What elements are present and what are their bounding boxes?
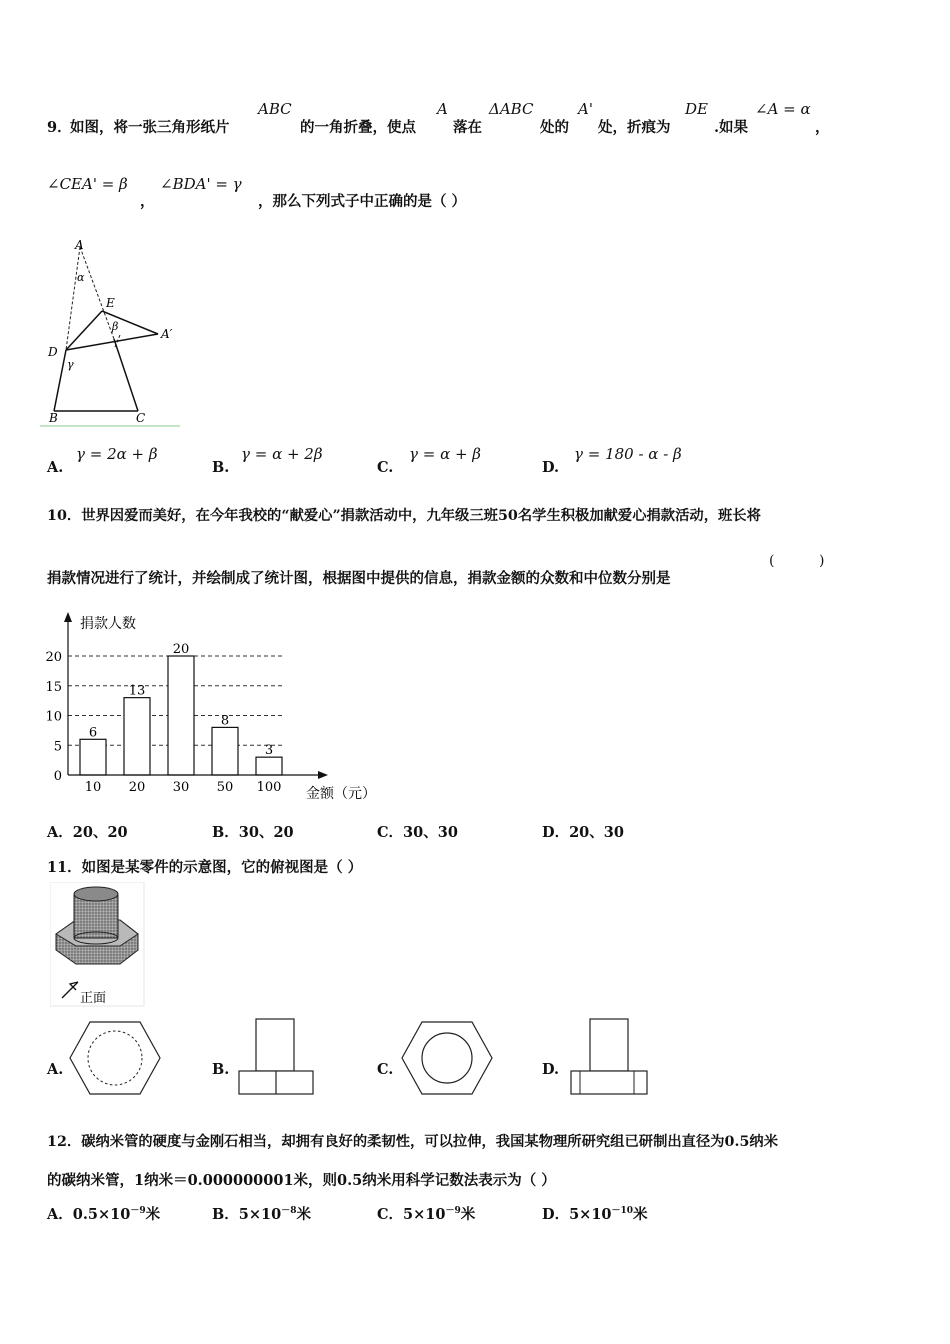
- q9-side-db: [54, 350, 66, 411]
- q9-label-gamma: γ: [67, 358, 74, 371]
- chart-value-label: 20: [172, 642, 190, 657]
- q12-line-1: 12．碳纳米管的硬度与金刚石相当，却拥有良好的柔韧性，可以拉伸，我国某物理所研究组已研制出直径为0.5纳米: [47, 1134, 779, 1150]
- q10-line-2: 捐款情况进行了统计，并绘制成了统计图，根据图中提供的信息，捐款金额的众数和中位数分别是: [47, 570, 671, 587]
- q12-option-c-letter: C．: [377, 1206, 404, 1223]
- q9-option-a-expr[interactable]: γ = 2α + β: [76, 445, 158, 463]
- q12-option-c-base: 5×10: [403, 1206, 446, 1223]
- q12-option-a[interactable]: [47, 1203, 160, 1224]
- q9-option-d-expr[interactable]: γ = 180 - α - β: [574, 445, 682, 463]
- q10-option-a[interactable]: [47, 821, 128, 842]
- q9-option-a-letter[interactable]: A.: [47, 459, 64, 476]
- chart-y-tick-label: 15: [45, 679, 62, 695]
- base-rect-shape: [571, 1071, 647, 1094]
- chart-bar-50: [212, 727, 238, 775]
- q9-option-b-letter[interactable]: B.: [212, 459, 230, 476]
- q12-option-c[interactable]: [377, 1203, 475, 1224]
- q9-math-angle-a: ∠A = α: [755, 100, 811, 118]
- q12-option-a-unit: 米: [145, 1206, 161, 1223]
- q9-math-bda: ∠BDA' = γ: [160, 175, 242, 193]
- q9-number: 9．: [47, 119, 72, 136]
- chart-value-label: 6: [88, 725, 98, 741]
- q11-option-a-figure[interactable]: [68, 1018, 162, 1098]
- q9-math-cea: ∠CEA' = β: [47, 175, 128, 193]
- q9-label-B: B: [49, 411, 58, 425]
- q9-flap-da: [66, 334, 158, 350]
- q9-flap-ea: [102, 311, 158, 334]
- q10-line-1: 10．世界因爱而美好，在今年我校的“献爱心”捐款活动中，九年级三班50名学生积极加献爱心捐款活动，班长将: [47, 508, 761, 524]
- q9-dashed-ad: [66, 247, 80, 350]
- q12-option-c-exp: －9: [445, 1206, 461, 1217]
- chart-bar-20: [124, 698, 150, 775]
- q9-option-c-expr[interactable]: γ = α + β: [409, 445, 481, 463]
- q11-line: 11．如图是某零件的示意图，它的俯视图是（ ）: [47, 859, 363, 876]
- q11-part-figure: [50, 882, 146, 1008]
- chart-bar-30: [168, 656, 194, 775]
- q9-text-6: .如果: [714, 119, 749, 136]
- q9-dashed-ae: [80, 247, 114, 339]
- q12-line-2: 的碳纳米管，1纳米＝0.000000001米，则0.5纳米用科学记数法表示为（ ）: [47, 1172, 556, 1189]
- chart-x-tick-label: 10: [84, 780, 102, 795]
- q9-label-A-prime: A′: [161, 327, 173, 341]
- q9-text-9: ，那么下列式子中正确的是（ ）: [258, 193, 467, 210]
- q10-option-a-letter: A．: [47, 824, 73, 841]
- q11-option-d-letter[interactable]: D.: [542, 1061, 560, 1078]
- q9-side-ce: [114, 339, 138, 411]
- q12-option-b-letter: B．: [212, 1206, 239, 1223]
- q9-text-3: 落在: [453, 119, 482, 136]
- q10-option-c-text: 30、30: [403, 824, 458, 841]
- q9-text-1: 如图，将一张三角形纸片: [70, 119, 230, 136]
- q12-option-a-exp: －9: [130, 1206, 146, 1217]
- chart-bar-10: [80, 739, 106, 775]
- q10-option-b[interactable]: [212, 821, 294, 842]
- q9-math-delta-abc: ΔABC: [489, 100, 534, 118]
- q9-math-abc: ABC: [258, 100, 292, 118]
- q10-option-d[interactable]: [542, 821, 624, 842]
- q9-text-7: ，: [815, 119, 830, 136]
- q9-label-E: E: [106, 296, 115, 310]
- q9-math-de: DE: [685, 100, 708, 118]
- q9-math-a-prime: A': [578, 100, 593, 118]
- chart-x-arrow: [318, 771, 328, 779]
- chart-y-tick-label: 0: [53, 769, 62, 784]
- chart-value-label: 13: [128, 683, 146, 699]
- q9-label-C: C: [136, 411, 146, 425]
- q11-option-a-letter[interactable]: A.: [47, 1061, 64, 1078]
- top-rect-shape: [256, 1019, 294, 1071]
- q9-label-alpha: α: [77, 271, 85, 284]
- chart-x-tick-label: 20: [128, 780, 146, 795]
- q11-option-c-letter[interactable]: C.: [377, 1061, 394, 1078]
- q10-answer-paren: ( ): [769, 553, 825, 569]
- q12-option-d-unit: 米: [633, 1206, 648, 1223]
- top-rect-shape: [590, 1019, 628, 1071]
- q11-option-d-figure[interactable]: [566, 1016, 652, 1098]
- q10-option-d-text: 20、30: [569, 824, 624, 841]
- q9-label-beta: β: [112, 320, 119, 333]
- q9-text-5: 处，折痕为: [598, 119, 671, 136]
- q12-option-b[interactable]: [212, 1203, 311, 1224]
- chart-y-arrow: [64, 612, 72, 622]
- chart-y-tick-label: 5: [53, 739, 62, 755]
- q12-option-a-letter: A．: [47, 1206, 73, 1223]
- q9-math-a: A: [437, 100, 448, 118]
- q9-text-2: 的一角折叠，使点: [300, 119, 416, 136]
- q9-option-d-letter[interactable]: D.: [542, 459, 560, 476]
- q12-option-d-exp: －10: [611, 1206, 634, 1217]
- chart-x-tick-label: 100: [256, 780, 282, 795]
- q11-front-label: 正面: [80, 991, 107, 1006]
- q10-option-a-text: 20、20: [72, 824, 128, 841]
- q9-label-A: A: [75, 238, 84, 252]
- q10-option-c-letter: C．: [377, 824, 404, 841]
- chart-x-tick-label: 50: [216, 780, 234, 795]
- chart-y-tick-label: 20: [45, 650, 62, 665]
- q9-text-8: ，: [140, 193, 155, 210]
- q10-option-d-letter: D．: [542, 824, 570, 841]
- q10-option-c[interactable]: [377, 821, 458, 842]
- q12-option-b-exp: －8: [281, 1206, 297, 1217]
- q12-option-b-base: 5×10: [238, 1206, 282, 1223]
- q9-option-b-expr[interactable]: γ = α + 2β: [241, 445, 323, 463]
- q12-option-c-unit: 米: [460, 1206, 476, 1223]
- q11-option-c-figure[interactable]: [400, 1018, 494, 1098]
- chart-bar-100: [256, 757, 282, 775]
- q9-option-c-letter[interactable]: C.: [377, 459, 394, 476]
- q12-option-a-base: 0.5×10: [72, 1206, 131, 1223]
- q10-bar-chart: [40, 608, 400, 808]
- q9-label-D: D: [48, 345, 58, 359]
- q12-option-d-base: 5×10: [569, 1206, 612, 1223]
- chart-value-label: 3: [264, 743, 274, 759]
- q9-text-4: 处的: [540, 119, 569, 136]
- chart-y-tick-label: 10: [45, 709, 62, 725]
- q12-option-b-unit: 米: [296, 1206, 311, 1223]
- q12-option-d[interactable]: [542, 1203, 648, 1224]
- q11-option-b-letter[interactable]: B.: [212, 1061, 230, 1078]
- hexagon-shape: [70, 1022, 160, 1094]
- q12-option-d-letter: D．: [542, 1206, 570, 1223]
- chart-value-label: 8: [220, 713, 230, 729]
- chart-y-label: 捐款人数: [80, 616, 136, 632]
- q10-option-b-text: 30、20: [238, 824, 294, 841]
- chart-x-tick-label: 30: [172, 780, 190, 795]
- q9-triangle-figure: [40, 235, 190, 435]
- q11-option-b-figure[interactable]: [234, 1016, 318, 1098]
- chart-x-label: 金额（元）: [306, 786, 376, 802]
- q10-option-b-letter: B．: [212, 824, 239, 841]
- q11-cylinder-top: [74, 887, 118, 901]
